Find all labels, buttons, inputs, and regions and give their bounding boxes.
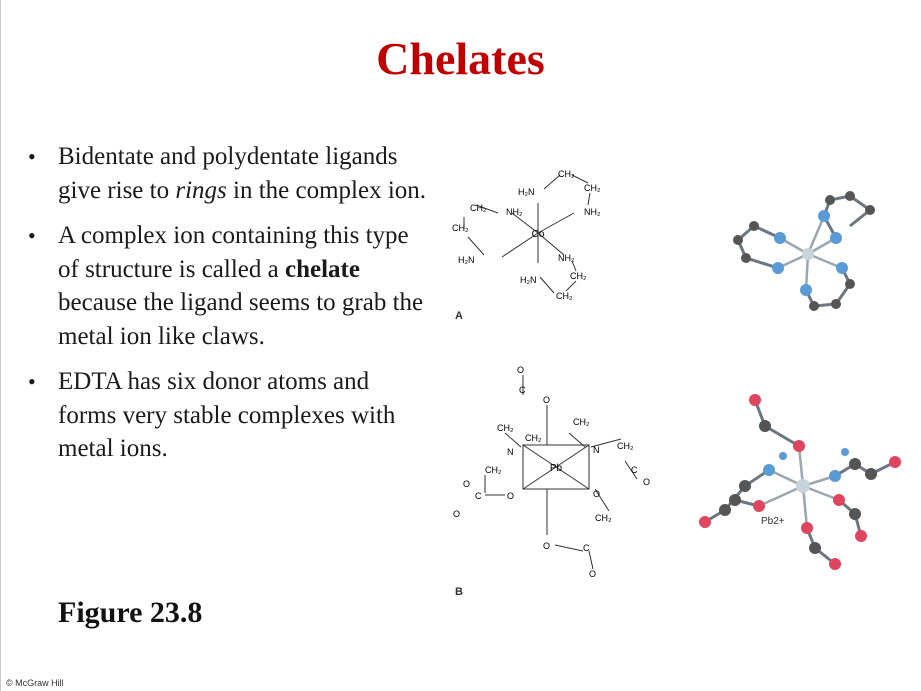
label-ch2: CH₂	[570, 271, 587, 281]
label-c: C	[475, 491, 482, 501]
label-h2n: H₂N	[520, 275, 537, 285]
bullet-text-1a: Bidentate and polydentate ligands give rise to	[58, 143, 398, 204]
structure-b-diagram	[445, 355, 665, 585]
label-ch2: CH₂	[595, 513, 612, 523]
bullet-item	[22, 365, 432, 466]
bullet-text-2b: chelate	[285, 255, 360, 283]
label-ch2: CH₂	[485, 465, 502, 475]
label-c: C	[631, 465, 638, 475]
label-ch2: CH₂	[558, 169, 575, 179]
label-o: O	[643, 477, 651, 487]
bullet-item	[22, 219, 432, 353]
label-o: O	[453, 509, 461, 519]
label-o: O	[589, 569, 597, 579]
label-o: O	[517, 365, 525, 375]
label-c: C	[519, 385, 526, 395]
label-o: O	[593, 489, 601, 499]
label-n: N	[593, 445, 600, 455]
label-o: O	[543, 541, 551, 551]
label-ch2: CH₂	[584, 183, 601, 193]
structure-a-diagram	[440, 165, 630, 305]
label-h2n: H₂N	[458, 255, 475, 265]
panel-b-letter: B	[455, 586, 463, 598]
panel-a-letter: A	[455, 310, 463, 322]
bullet-text-2c: because the ligand seems to grab the metal ion like claws.	[58, 289, 424, 350]
copyright-text: © McGraw Hill	[6, 678, 64, 688]
slide-title: Chelates	[376, 33, 545, 84]
label-ch2: CH₂	[497, 423, 514, 433]
bullet-dot: •	[28, 369, 36, 394]
label-o: O	[463, 479, 471, 489]
model-a-ball-and-stick	[720, 180, 900, 320]
bullet-dot: •	[28, 144, 36, 169]
bullet-text-2a: A complex ion containing this type of structure is called a	[58, 222, 409, 283]
label-ch2: CH₂	[573, 417, 590, 427]
label-ch2: CH₂	[556, 291, 573, 301]
label-ch2: CH₂	[452, 223, 469, 233]
bullet-item	[22, 140, 432, 207]
bullet-dot: •	[28, 223, 36, 248]
model-a-atoms	[733, 191, 875, 311]
model-b-ball-and-stick	[695, 390, 905, 580]
label-c: C	[583, 543, 590, 553]
model-b-atoms	[699, 394, 901, 570]
bullet-text-1b: rings	[175, 176, 227, 204]
label-n: N	[507, 447, 514, 457]
label-ch2: CH₂	[617, 441, 634, 451]
pb-ion-label: Pb2+	[761, 516, 785, 527]
center-co: Co	[531, 229, 545, 240]
label-nh2: NH₂	[558, 253, 575, 263]
label-o: O	[507, 491, 515, 501]
bullet-text-3a: EDTA has six donor atoms and forms very stable complexes with metal ions.	[58, 368, 396, 462]
label-ch2: CH₂	[470, 203, 487, 213]
label-ch2: CH₂	[525, 433, 542, 443]
label-nh2: NH₂	[506, 207, 523, 217]
left-border	[0, 0, 1, 691]
bullet-list	[22, 140, 432, 478]
center-pb: Pb	[549, 463, 563, 474]
label-o: O	[543, 395, 551, 405]
figure-label: Figure 23.8	[58, 596, 203, 629]
label-nh2: NH₂	[584, 207, 601, 217]
label-h2n: H₂N	[518, 187, 535, 197]
bullet-text-1c: in the complex ion.	[226, 176, 427, 204]
